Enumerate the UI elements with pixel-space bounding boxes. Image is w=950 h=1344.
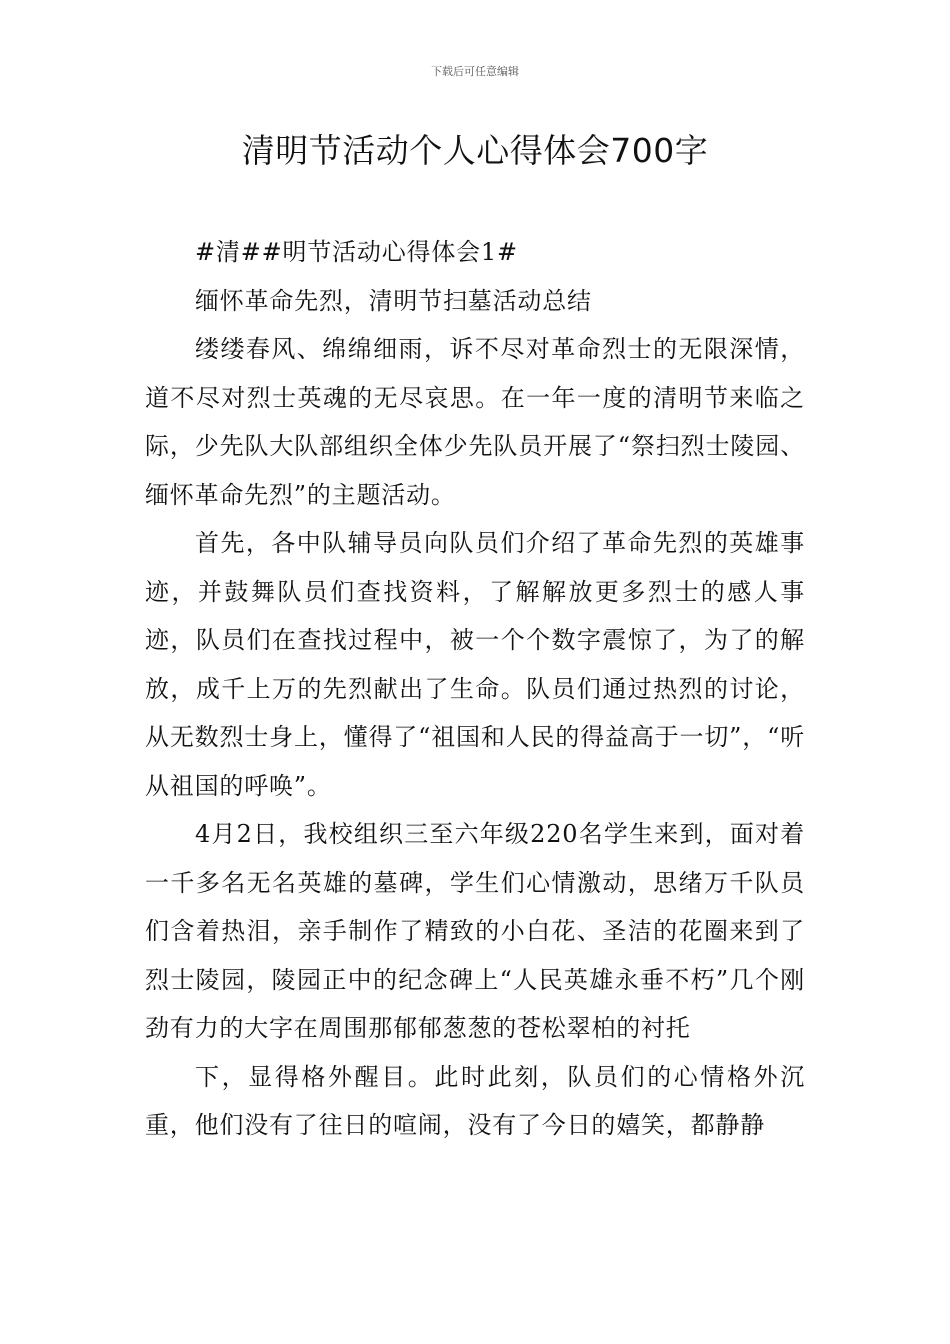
section-heading: #清##明节活动心得体会1# [195, 238, 518, 266]
document-title: 清明节活动个人心得体会700字 [241, 131, 709, 170]
subtitle-paragraph: 缅怀革命先烈，清明节扫墓活动总结 [195, 286, 592, 315]
body-paragraph: 4月2日，我校组织三至六年级220名学生来到，面对着一千多名无名英雄的墓碑，学生们心情激动，思绪万千队员们含着热泪，亲手制作了精致的小白花、圣洁的花圈来到了烈士陵园，陵园正中的纪念碑上“人民英雄永垂不朽”几个刚劲有力的大字在周围那郁郁葱葱的苍松翠柏的衬托 [145, 820, 805, 1042]
body-paragraph: 缕缕春风、绵绵细雨，诉不尽对革命烈士的无限深情，道不尽对烈士英魂的无尽哀思。在一年一度的清明节来临之际，少先队大队部组织全体少先队员开展了“祭扫烈士陵园、缅怀革命先烈”的主题活动。 [145, 335, 805, 509]
body-paragraph: 下，显得格外醒目。此时此刻，队员们的心情格外沉重，他们没有了往日的喧闹，没有了今日的嬉笑，都静静 [145, 1062, 805, 1139]
body-paragraph: 首先，各中队辅导员向队员们介绍了革命先烈的英雄事迹，并鼓舞队员们查找资料，了解解放更多烈士的感人事迹，队员们在查找过程中，被一个个数字震惊了，为了的解放，成千上万的先烈献出了生命。队员们通过热烈的讨论，从无数烈士身上，懂得了“祖国和人民的得益高于一切”，“听从祖国的呼唤”。 [145, 529, 805, 800]
document-body [145, 228, 805, 1150]
page-header-note: 下载后可任意编辑 [431, 65, 519, 78]
